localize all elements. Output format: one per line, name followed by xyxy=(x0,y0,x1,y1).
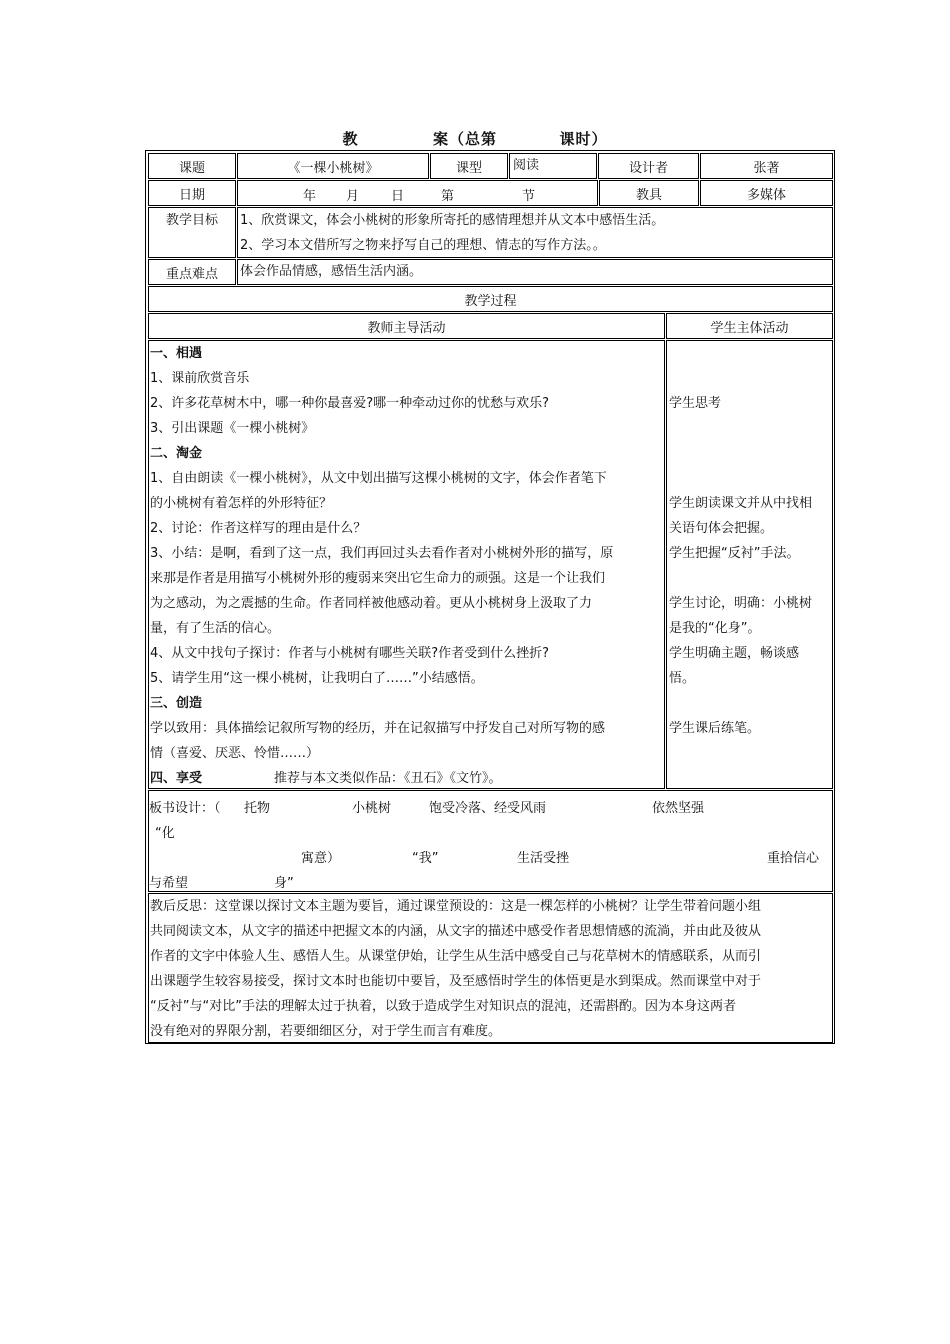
teacher-line: 学以致用：具体描绘记叙所写物的经历，并在记叙描写中抒发自己对所写物的感 xyxy=(150,721,606,736)
student-line: 学生朗读课文并从中找相 xyxy=(669,496,813,511)
student-line xyxy=(669,691,830,716)
board-t9: 重拾信心 xyxy=(767,851,820,866)
teacher-line: 1、自由朗读《一棵小桃树》，从文中划出描写这棵小桃树的文字，体会作者笔下 xyxy=(150,471,607,486)
board-t8: 生活受挫 xyxy=(517,851,570,866)
section-heading: 一、相遇 xyxy=(150,346,203,361)
student-line: 是我的“化身”。 xyxy=(669,621,761,636)
board-t5: “化 xyxy=(155,826,175,841)
reflection-line: 教后反思：这堂课以探讨文本主题为要旨，通过课堂预设的：这是一棵怎样的小桃树？让学生带着问题小组 xyxy=(150,899,762,914)
process-header: 教学过程 xyxy=(148,286,833,312)
student-line xyxy=(669,416,830,441)
row-activity-headers xyxy=(146,313,834,339)
date-year: 年 xyxy=(303,189,317,204)
date-month: 月 xyxy=(346,189,360,204)
type-value: 阅读 xyxy=(509,153,597,179)
student-line xyxy=(669,566,830,591)
teacher-line: 1、课前欣赏音乐 xyxy=(150,371,250,386)
teacher-line: 量，有了生活的信心。 xyxy=(150,621,281,636)
reflection-line: 没有绝对的界限分割，若要细细区分，对于学生而言有难度。 xyxy=(150,1024,502,1039)
goals-content xyxy=(237,207,833,258)
board-label: 板书设计：（ xyxy=(149,801,221,816)
teacher-line: 4、从文中找句子探讨：作者与小桃树有哪些关联?作者受到什么挫折? xyxy=(150,646,550,661)
date-label: 日期 xyxy=(148,180,236,206)
key-points-value: 体会作品情感，感悟生活内涵。 xyxy=(237,259,833,285)
board-t11: 身” xyxy=(274,876,294,891)
board-t1: 托物 xyxy=(244,801,271,816)
board-design xyxy=(148,790,833,892)
tools-label: 教具 xyxy=(599,180,699,206)
section-heading: 三、创造 xyxy=(150,696,203,711)
date-di: 第 xyxy=(441,189,455,204)
type-label: 课型 xyxy=(430,153,508,179)
student-line: 学生课后练笔。 xyxy=(669,721,761,736)
teacher-last-line xyxy=(150,766,663,789)
student-header: 学生主体活动 xyxy=(666,313,833,339)
tools-value: 多媒体 xyxy=(700,180,833,206)
row-process-header xyxy=(146,286,834,312)
board-t4: 依然坚强 xyxy=(652,801,705,816)
student-line: 学生思考 xyxy=(669,396,722,411)
student-line: 悟。 xyxy=(669,671,696,686)
topic-value: 《一棵小桃树》 xyxy=(237,153,429,179)
student-line xyxy=(669,466,830,491)
student-line xyxy=(669,441,830,466)
student-line xyxy=(669,366,830,391)
teacher-line: 3、小结：是啊，看到了这一点，我们再回过头去看作者对小桃树外形的描写，原 xyxy=(150,546,614,561)
row-key-points xyxy=(146,259,834,285)
teacher-line: 2、许多花草树木中，哪一种你最喜爱?哪一种牵动过你的忧愁与欢乐? xyxy=(150,396,550,411)
teacher-line: 2、讨论：作者这样写的理由是什么？ xyxy=(150,521,367,536)
key-points-label: 重点难点 xyxy=(148,259,236,285)
date-value xyxy=(237,180,598,206)
teacher-activities xyxy=(148,340,665,789)
student-line xyxy=(669,341,830,366)
reflection-line: 作者的文字中体验人生、感悟人生。从课堂伊始，让学生从生活中感受自己与花草树木的情感联系，从而引 xyxy=(150,949,762,964)
goal-line: 2、学习本文借所写之物来抒写自己的理想、情志的写作方法。。 xyxy=(240,238,606,253)
board-t2: 小桃树 xyxy=(352,801,392,816)
section-heading: 四、享受 xyxy=(150,771,203,786)
designer-value: 张著 xyxy=(700,153,833,179)
title-part2: 案（总第 xyxy=(432,130,497,148)
title-part1: 教 xyxy=(342,130,359,148)
row-date xyxy=(146,180,834,206)
student-line: 关语句体会把握。 xyxy=(669,521,774,536)
board-t10: 与希望 xyxy=(149,876,189,891)
row-topic xyxy=(146,153,834,179)
board-t6: 寓意） xyxy=(301,851,341,866)
section-heading: 二、淘金 xyxy=(150,446,203,461)
date-day: 日 xyxy=(391,189,405,204)
teacher-line: 情（喜爱、厌恶、怜惜……） xyxy=(150,746,320,761)
recommendation-text: 推荐与本文类似作品：《丑石》《文竹》。 xyxy=(274,771,502,786)
reflection xyxy=(148,893,833,1043)
teacher-line: 5、请学生用“这一棵小桃树，让我明白了……”小结感悟。 xyxy=(150,671,484,686)
goal-line: 1、欣赏课文，体会小桃树的形象所寄托的感情理想并从文本中感悟生活。 xyxy=(240,213,665,228)
reflection-line: 出课题学生较容易接受，探讨文本时也能切中要旨，及至感悟时学生的体悟更是水到渠成。然而课堂中对于 xyxy=(150,974,762,989)
goals-label: 教学目标 xyxy=(148,207,236,258)
teacher-line: 的小桃树有着怎样的外形特征？ xyxy=(150,496,333,511)
date-jie: 节 xyxy=(522,189,536,204)
reflection-line: 共同阅读文本，从文字的描述中把握文本的内涵，从文字的描述中感受作者思想情感的流淌，并由此及彼从 xyxy=(150,924,762,939)
lesson-plan-table xyxy=(145,150,835,1044)
student-line: 学生明确主题，畅谈感 xyxy=(669,646,800,661)
reflection-line: “反衬”与“对比”手法的理解太过于执着，以致于造成学生对知识点的混沌，还需斟酌。因为本身这两者 xyxy=(150,999,736,1014)
row-goals xyxy=(146,207,834,258)
title-part3: 课时） xyxy=(559,130,608,148)
designer-label: 设计者 xyxy=(598,153,699,179)
topic-label: 课题 xyxy=(148,153,236,179)
teacher-line: 3、引出课题《一棵小桃树》 xyxy=(150,421,315,436)
board-t3: 饱受冷落、经受风雨 xyxy=(429,801,547,816)
row-board-design xyxy=(146,790,834,892)
student-line: 学生讨论，明确：小桃树 xyxy=(669,596,813,611)
teacher-header: 教师主导活动 xyxy=(148,313,665,339)
document-title xyxy=(0,128,950,148)
row-activities xyxy=(146,340,834,789)
row-reflection xyxy=(146,893,834,1043)
student-line: 学生把握“反衬”手法。 xyxy=(669,546,800,561)
board-t7: “我” xyxy=(412,851,439,866)
teacher-line: 来那是作者是用描写小桃树外形的瘦弱来突出它生命力的顽强。这是一个让我们 xyxy=(150,571,606,586)
student-activities xyxy=(666,340,833,789)
teacher-line: 为之感动，为之震撼的生命。作者同样被他感动着。更从小桃树身上汲取了力 xyxy=(150,596,593,611)
